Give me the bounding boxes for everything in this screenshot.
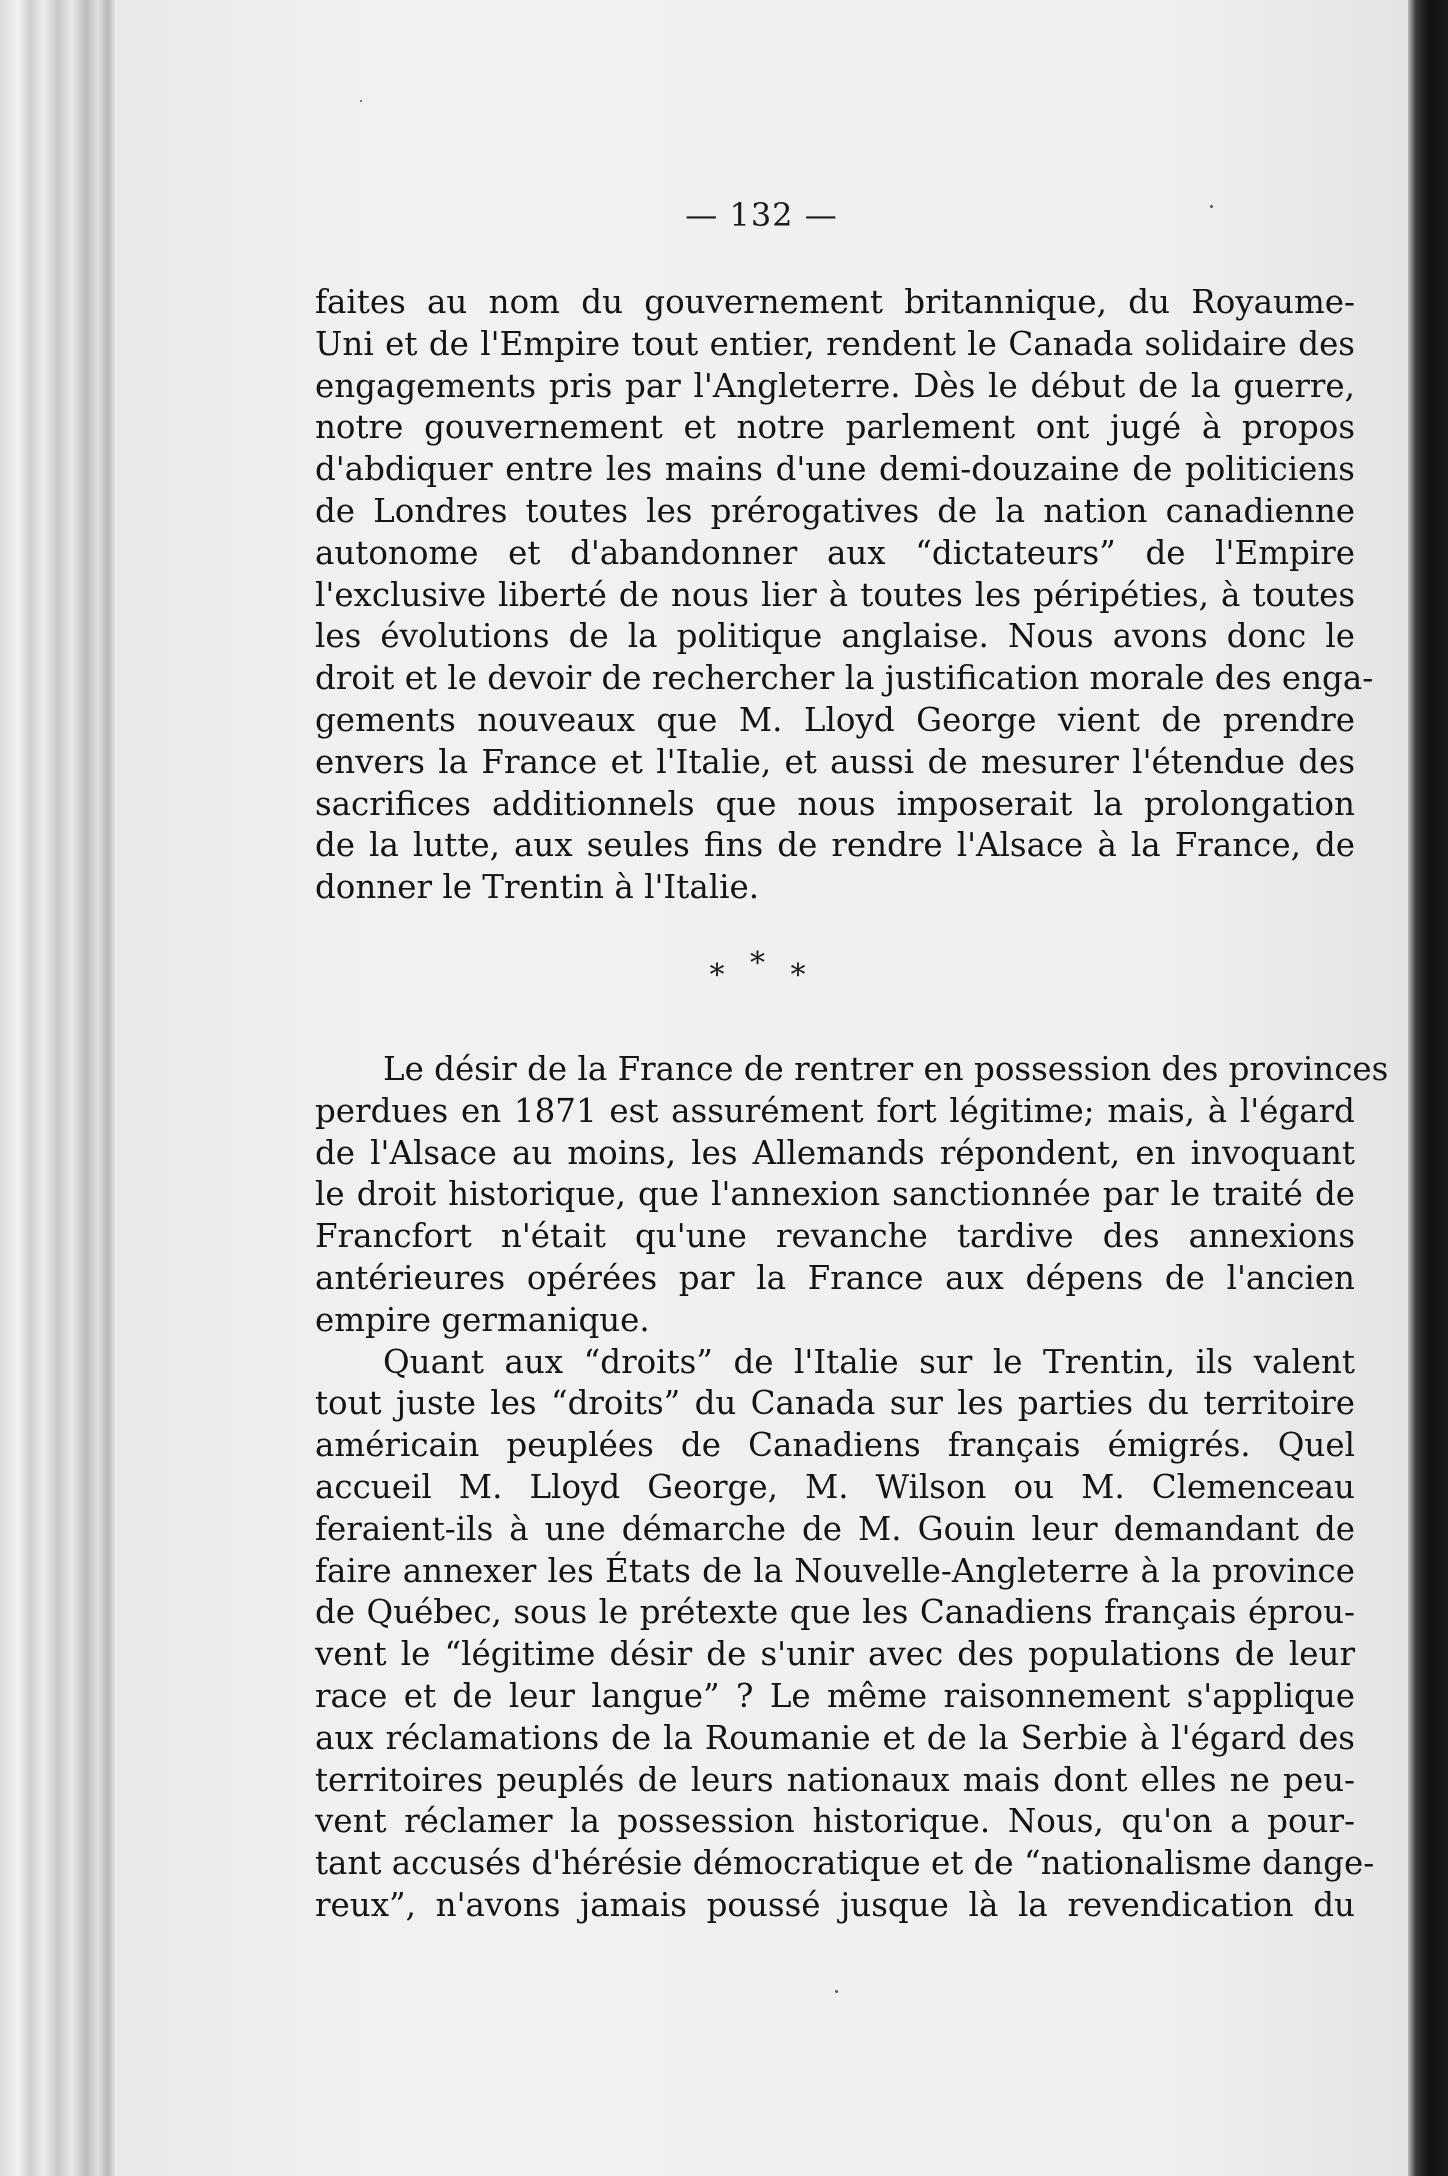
scan-speck <box>360 100 362 102</box>
text-line: autonome et d'abandonner aux “dictateurs” de l'Empire <box>315 533 1355 572</box>
text-line: race et de leur langue” ? Le même raisonnement s'applique <box>315 1676 1355 1715</box>
text-line: tant accusés d'hérésie démocratique et de “nationalisme dange- <box>315 1844 1375 1883</box>
text-line: accueil M. Lloyd George, M. Wilson ou M. Clemenceau <box>315 1467 1355 1506</box>
text-line: notre gouvernement et notre parlement ont jugé à propos <box>315 408 1355 447</box>
paragraph-1 <box>315 282 1374 909</box>
text-line: droit et le devoir de rechercher la justification morale des enga- <box>315 659 1374 698</box>
page-edge-left <box>0 0 115 2176</box>
text-line: empire germanique. <box>315 1300 650 1339</box>
text-line: Quant aux “droits” de l'Italie sur le Trentin, ils valent <box>383 1342 1355 1381</box>
text-line: d'abdiquer entre les mains d'une demi-douzaine de politiciens <box>315 450 1355 489</box>
text-line: reux”, n'avons jamais poussé jusque là la revendication du <box>315 1885 1355 1924</box>
text-line: faire annexer les États de la Nouvelle-Angleterre à la province <box>315 1551 1355 1590</box>
page-number: — 132 — <box>685 196 838 234</box>
text-line: de Londres toutes les prérogatives de la nation canadienne <box>315 491 1355 530</box>
page-edge-right <box>1408 0 1448 2176</box>
text-line: antérieures opérées par la France aux dépens de l'ancien <box>315 1258 1355 1297</box>
section-separator <box>115 946 1408 993</box>
text-line: envers la France et l'Italie, et aussi de mesurer l'étendue des <box>315 742 1355 781</box>
text-line: feraient-ils à une démarche de M. Gouin leur demandant de <box>315 1509 1355 1548</box>
text-line: gements nouveaux que M. Lloyd George vient de prendre <box>315 700 1355 739</box>
text-line: vent réclamer la possession historique. Nous, qu'on a pour- <box>315 1802 1355 1841</box>
book-page <box>115 0 1408 2176</box>
text-line: perdues en 1871 est assurément fort légitime; mais, à l'égard <box>315 1091 1355 1130</box>
text-line: territoires peuplés de leurs nationaux mais dont elles ne peu- <box>315 1760 1355 1799</box>
paragraph-2 <box>315 1049 1389 1927</box>
text-line: de Québec, sous le prétexte que les Canadiens français éprou- <box>315 1593 1355 1632</box>
text-line: l'exclusive liberté de nous lier à toutes les péripéties, à toutes <box>315 575 1355 614</box>
text-line: vent le “légitime désir de s'unir avec des populations de leur <box>315 1635 1355 1674</box>
text-line: aux réclamations de la Roumanie et de la Serbie à l'égard des <box>315 1718 1355 1757</box>
text-line: le droit historique, que l'annexion sanctionnée par le traité de <box>315 1175 1355 1214</box>
text-line: sacrifices additionnels que nous imposerait la prolongation <box>315 784 1355 823</box>
scan-speck <box>1210 205 1213 208</box>
text-line: les évolutions de la politique anglaise. Nous avons donc le <box>315 617 1355 656</box>
text-line: de l'Alsace au moins, les Allemands répondent, en invoquant <box>315 1133 1355 1172</box>
text-line: de la lutte, aux seules fins de rendre l'Alsace à la France, de <box>315 826 1355 865</box>
text-line: faites au nom du gouvernement britannique, du Royaume- <box>315 283 1355 321</box>
text-line: Uni et de l'Empire tout entier, rendent le Canada solidaire des <box>315 324 1355 363</box>
text-line: Francfort n'était qu'une revanche tardive des annexions <box>315 1217 1355 1256</box>
text-line: Le désir de la France de rentrer en possession des provinces <box>383 1050 1389 1088</box>
text-line: américain peuplées de Canadiens français émigrés. Quel <box>315 1426 1355 1465</box>
text-line: donner le Trentin à l'Italie. <box>315 868 760 907</box>
text-line: tout juste les “droits” du Canada sur les parties du territoire <box>315 1384 1355 1423</box>
separator-star: * <box>709 958 733 993</box>
separator-star: * <box>790 958 814 993</box>
scan-speck <box>835 1990 838 1993</box>
separator-star: * <box>750 946 773 981</box>
text-line: engagements pris par l'Angleterre. Dès le début de la guerre, <box>315 366 1355 405</box>
